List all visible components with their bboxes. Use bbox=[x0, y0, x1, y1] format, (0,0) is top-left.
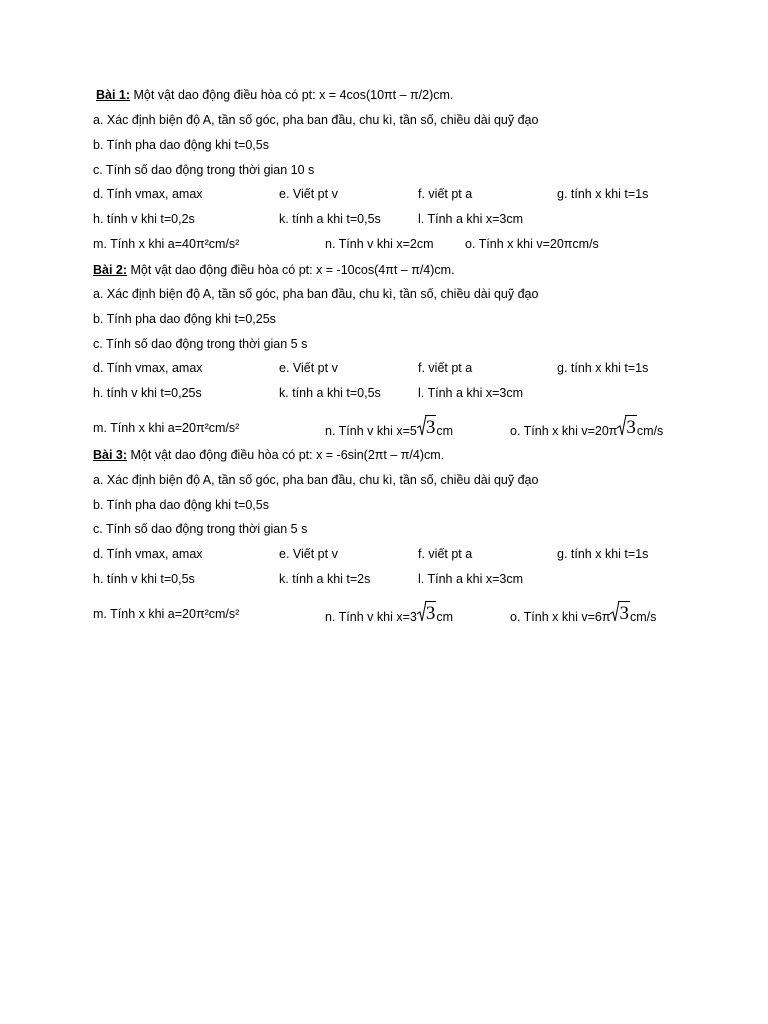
exercise-2-item-o-unit: cm/s bbox=[636, 424, 664, 438]
sqrt-symbol bbox=[417, 603, 436, 624]
exercise-1-heading bbox=[96, 87, 453, 103]
exercise-1-item-f: f. viết pt a bbox=[418, 187, 473, 201]
exercise-3-item-d: d. Tính vmax, amax bbox=[93, 547, 203, 561]
exercise-2-item-e: e. Viết pt v bbox=[279, 361, 338, 375]
exercise-2-item-d: d. Tính vmax, amax bbox=[93, 361, 203, 375]
exercise-1-item-g: g. tính x khi t=1s bbox=[557, 187, 649, 201]
exercise-1-item-k: k. tính a khi t=0,5s bbox=[279, 212, 381, 226]
exercise-3-item-e: e. Viết pt v bbox=[279, 547, 338, 561]
sqrt-radicand: 3 bbox=[626, 417, 636, 438]
exercise-2-item-n bbox=[325, 417, 454, 439]
exercise-1-item-a: a. Xác định biện độ A, tần số góc, pha ban đầu, chu kì, tần số, chiều dài quỹ đạo bbox=[93, 113, 539, 127]
exercise-2-item-m: m. Tính x khi a=20π²cm/s² bbox=[93, 421, 240, 435]
exercise-3-title: Bài 3: bbox=[93, 448, 128, 462]
exercise-1-item-n: n. Tính v khi x=2cm bbox=[325, 237, 434, 251]
exercise-2-item-g: g. tính x khi t=1s bbox=[557, 361, 649, 375]
exercise-1-item-d: d. Tính vmax, amax bbox=[93, 187, 203, 201]
exercise-3-item-f: f. viết pt a bbox=[418, 547, 473, 561]
sqrt-radicand: 3 bbox=[619, 603, 629, 624]
exercise-1-title: Bài 1: bbox=[96, 88, 131, 102]
sqrt-radicand: 3 bbox=[425, 417, 436, 438]
sqrt-symbol bbox=[617, 417, 636, 438]
exercise-1-item-o: o. Tính x khi v=20πcm/s bbox=[465, 237, 599, 251]
exercise-3-item-n bbox=[325, 603, 454, 625]
exercise-1-intro: Một vật dao động điều hòa có pt: x = 4cos(10πt – π/2)cm. bbox=[130, 88, 454, 102]
exercise-3-item-h: h. tính v khi t=0,5s bbox=[93, 572, 195, 586]
exercise-2-item-n-unit: cm bbox=[436, 424, 454, 438]
exercise-3-item-o-text: o. Tính x khi v=6π bbox=[510, 610, 611, 624]
sqrt-symbol bbox=[417, 417, 436, 438]
exercise-3-item-l: l. Tính a khi x=3cm bbox=[418, 572, 524, 586]
sqrt-radicand: 3 bbox=[425, 603, 436, 624]
exercise-3-item-c: c. Tính số dao động trong thời gian 5 s bbox=[93, 522, 308, 536]
exercise-3-heading bbox=[93, 447, 444, 463]
exercise-3-item-b: b. Tính pha dao động khi t=0,5s bbox=[93, 498, 269, 512]
exercise-1-item-c: c. Tính số dao động trong thời gian 10 s bbox=[93, 163, 315, 177]
exercise-2-item-f: f. viết pt a bbox=[418, 361, 473, 375]
exercise-3-item-o-unit: cm/s bbox=[629, 610, 657, 624]
exercise-2-item-a: a. Xác định biện độ A, tần số góc, pha ban đầu, chu kì, tần số, chiều dài quỹ đạo bbox=[93, 287, 539, 301]
exercise-3-item-n-text: n. Tính v khi x=3 bbox=[325, 610, 417, 624]
exercise-2-item-h: h. tính v khi t=0,25s bbox=[93, 386, 202, 400]
exercise-3-item-o bbox=[510, 603, 657, 625]
exercise-2-item-b: b. Tính pha dao động khi t=0,25s bbox=[93, 312, 276, 326]
exercise-1-item-l: l. Tính a khi x=3cm bbox=[418, 212, 524, 226]
exercise-3-intro: Một vật dao động điều hòa có pt: x = -6sin(2πt – π/4)cm. bbox=[127, 448, 445, 462]
exercise-3-item-a: a. Xác định biện độ A, tần số góc, pha ban đầu, chu kì, tần số, chiều dài quỹ đạo bbox=[93, 473, 539, 487]
exercise-2-item-o-text: o. Tính x khi v=20π bbox=[510, 424, 618, 438]
exercise-1-item-h: h. tính v khi t=0,2s bbox=[93, 212, 195, 226]
sqrt-symbol bbox=[610, 603, 629, 624]
exercise-1-item-e: e. Viết pt v bbox=[279, 187, 338, 201]
exercise-2-item-c: c. Tính số dao động trong thời gian 5 s bbox=[93, 337, 308, 351]
exercise-2-intro: Một vật dao động điều hòa có pt: x = -10cos(4πt – π/4)cm. bbox=[127, 263, 455, 277]
exercise-2-item-k: k. tính a khi t=0,5s bbox=[279, 386, 381, 400]
exercise-2-item-n-text: n. Tính v khi x=5 bbox=[325, 424, 417, 438]
exercise-3-item-n-unit: cm bbox=[436, 610, 454, 624]
exercise-2-item-o bbox=[510, 417, 664, 439]
exercise-2-item-l: l. Tính a khi x=3cm bbox=[418, 386, 524, 400]
exercise-1-item-m: m. Tính x khi a=40π²cm/s² bbox=[93, 237, 240, 251]
exercise-3-item-g: g. tính x khi t=1s bbox=[557, 547, 649, 561]
exercise-3-item-m: m. Tính x khi a=20π²cm/s² bbox=[93, 607, 240, 621]
exercise-2-heading bbox=[93, 262, 455, 278]
exercise-3-item-k: k. tính a khi t=2s bbox=[279, 572, 371, 586]
exercise-1-item-b: b. Tính pha dao động khi t=0,5s bbox=[93, 138, 269, 152]
exercise-2-title: Bài 2: bbox=[93, 263, 128, 277]
